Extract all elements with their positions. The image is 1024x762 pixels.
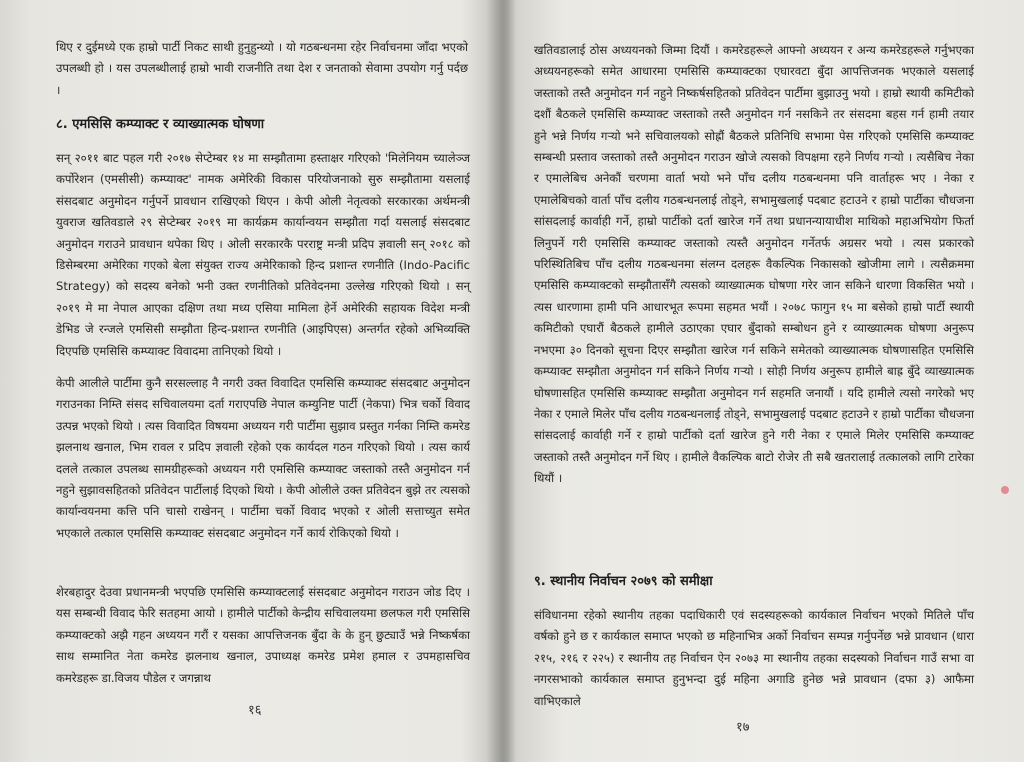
paragraph-mcc-background: सन् २०११ बाट पहल गरी २०१७ सेप्टेम्बर १४ मा सम्झौतामा हस्ताक्षर गरिएको 'मिलेनियम च्यालेञ्ज कर्पोरेशन (एमसीसी) कम्प्याक्ट' नामक अमेरिकी विकास परियोजनाको सुरु सम्झौतामा यसलाई संसदबाट अनुमोदन गर्नुपर्ने प्रावधान राखिएको थिएन । केपी ओली नेतृत्वको सरकारका अर्थमन्त्री युवराज खतिवडाले २९ सेप्टेम्बर २०१९ मा कार्यक्रम कार्यान्वयन सम्झौता गर्दा यसलाई संसदबाट अनुमोदन गराउने प्रावधान थपेका थिए । ओली सरकारकै परराष्ट्र मन्त्री प्रदिप ज्ञवाली सन् २०१८ को डिसेम्बरमा अमेरिका गएको बेला संयुक्त राज्य अमेरिकाको हिन्द प्रशान्त रणनीति (Indo-Pacific Strategy) को सदस्य बनेको भनी उक्त रणनीतिको प्रतिवेदनमा उल्लेख गरिएको थियो । सन् २०१९ मे मा नेपाल आएका दक्षिण तथा मध्य एसिया मामिला हेर्ने अमेरिकी सहायक विदेश मन्त्री डेभिड जे रन्जले एमसिसी सम्झौता हिन्द-प्रशान्त रणनीति (आइपिएस) अन्तर्गत रहेको अभिव्यक्ति दिएपछि एमसिसि कम्प्याक्ट विवादमा तानिएको थियो । [56,151,470,358]
page-number-left: १६ [248,703,262,718]
section-heading-mcc: ८. एमसिसि कम्प्याक्ट र व्याख्यात्मक घोषणा [56,117,265,132]
ink-spot [1001,486,1009,494]
section-heading-local-election: ९. स्थानीय निर्वाचन २०७९ को समीक्षा [534,574,713,589]
intro-paragraph: थिए र दुईमध्ये एक हाम्रो पार्टी निकट साथी हुनुहुन्थ्यो । यो गठबन्धनमा रहेर निर्वाचनमा जाँदा भएको उपलब्धी हो । यस उपलब्धीलाई हाम्रो भावी राजनीति तथा देश र जनताको सेवामा उपयोग गर्नु पर्दछ । [56,40,468,97]
paragraph-study-and-declaration: खतिवडालाई ठोस अध्ययनको जिम्मा दियौं । कमरेडहरूले आफ्नो अध्ययन र अन्य कमरेडहरूले गर्नुभएका अध्ययनहरूको समेत आधारमा एमसिसि कम्प्याक्टका एघारवटा बुँदा आपत्तिजनक भएकाले यसलाई जस्ताको तस्तै अनुमोदन गर्न नहुने निष्कर्षसहितको प्रतिवेदन पार्टीमा बुझाउनु भयो । हाम्रो स्थायी कमिटीको दशौं बैठकले एमसिसि कम्प्याक्ट जस्ताको तस्तै अनुमोदन गर्न नसकिने तर संसदमा बहस गर्न हामी तयार हुने भन्ने निर्णय गऱ्यो भने सचिवालयको सोह्रौं बैठकले प्रतिनिधि सभामा पेस गरिएको एमसिसि कम्प्याक्ट सम्बन्धी प्रस्ताव जस्ताको तस्तै अनुमोदन गराउन खोजे त्यसको विपक्षमा रहने निर्णय गऱ्यो । त्यसैबिच नेका र एमालेबिच अनेकौं चरणमा वार्ता भयो भने पाँच दलीय गठबन्धनमा पनि वार्ताहरू भए । नेका र एमालेबिचको वार्ता पाँच दलीय गठबन्धनलाई तोड्ने, सभामुखलाई पदबाट हटाउने र हाम्रो पार्टीका चौधजना सांसदलाई कार्वाही गर्ने, हाम्रो पार्टीको दर्ता खारेज गर्ने तथा प्रधानन्यायाधीश माथिको महाअभियोग फिर्ता लिनुपर्ने गरी एमसिसि कम्प्याक्ट जस्ताको त्यस्तै अनुमोदन गर्नेतर्फ अग्रसर भयो । त्यस प्रकारको परिस्थितिबिच पाँच दलीय गठबन्धनमा संलग्न दलहरू वैकल्पिक निकासको खोजीमा लागे । त्यसैक्रममा एमसिसि कम्प्याक्टको सम्झौतासँगै त्यसको व्याख्यात्मक घोषणा गरेर जान सकिने धारणा विकसित भयो । त्यस धारणामा हामी पनि आधारभूत रूपमा सहमत भयौं । २०७८ फागुन १५ मा बसेको हाम्रो पार्टी स्थायी कमिटीको एघारौं बैठकले हामीले उठाएका एघार बुँदाको सम्बोधन हुने र व्याख्यात्मक घोषणा अनुरूप नभएमा ३० दिनको सूचना दिएर सम्झौता खारेज गर्न सकिने समेतको व्याख्यात्मक घोषणासहित एमसिसि कम्प्याक्ट सम्झौता अनुमोदन गर्न सकिने निर्णय गऱ्यो । सोही निर्णय अनुरूप हामीले बाह्र बुँदे व्याख्यात्मक घोषणासहित एमसिसि कम्प्याक्ट सम्झौता अनुमोदन गर्न सहमति जनायौं । यदि हामीले त्यसो नगरेको भए नेका र एमाले मिलेर पाँच दलीय गठबन्धनलाई तोड्ने, सभामुखलाई पदबाट हटाउने र हाम्रो पार्टीका चौधजना सांसदलाई कार्वाही गर्ने र हाम्रो पार्टीको दर्ता खारेज हुने गरी नेका र एमाले मिलेर एमसिसि कम्प्याक्ट जस्ताको तस्तै अनुमोदन गर्ने थिए । हामीले वैकल्पिक बाटो रोजेर ती सबै खतरालाई तत्कालको लागि टारेका थियौं । [534,43,974,486]
paragraph-oli-registration: केपी आलीले पार्टीमा कुनै सरसल्लाह नै नगरी उक्त विवादित एमसिसि कम्प्याक्ट संसदबाट अनुमोदन गराउनका निम्ति संसद सचिवालयमा दर्ता गराएपछि नेपाल कम्युनिष्ट पार्टी (नेकपा) भित्र चर्को विवाद उत्पन्न भएको थियो । त्यस विवादित विषयमा अध्ययन गरी पार्टीमा सुझाव प्रस्तुत गर्नका निम्ति कमरेड झलनाथ खनाल, भिम रावल र प्रदिप ज्ञवाली रहेको एक कार्यदल गठन गरिएको थियो । त्यस कार्य दलले तत्काल उपलब्ध सामग्रीहरूको अध्ययन गरी एमसिसि कम्प्याक्ट जस्ताको तस्तै अनुमोदन गर्न नहुने सुझावसहितको प्रतिवेदन पार्टीलाई दिएको थियो । केपी ओलीले उक्त प्रतिवेदन बुझे तर त्यसको कार्यान्वयनमा कत्ति पनि चासो राखेनन् । पार्टीमा चर्को विवाद भएको र ओली सत्ताच्युत समेत भएकाले तत्काल एमसिसि कम्प्याक्ट संसदबाट अनुमोदन गर्ने कार्य रोकिएको थियो । [56,376,470,540]
paragraph-deuba-government: शेरबहादुर देउवा प्रधानमन्त्री भएपछि एमसिसि कम्प्याक्टलाई संसदबाट अनुमोदन गराउन जोड दिए । यस सम्बन्धी विवाद फेरि सतहमा आयो । हामीले पार्टीको केन्द्रीय सचिवालयमा छलफल गरी एमसिसि कम्प्याक्टको अझै गहन अध्ययन गरौं र यसका आपत्तिजनक बुँदा के के हुन् छुट्याउँ भन्ने निष्कर्षका साथ सम्मानित नेता कमरेड झलनाथ खनाल, उपाध्यक्ष कमरेड प्रमेश हमाल र उपमहासचिव कमरेडहरू डा.विजय पौडेल र जगन्नाथ [56,585,470,685]
right-page [514,0,1024,762]
left-page [0,0,500,762]
paragraph-local-election-provisions: संविधानमा रहेको स्थानीय तहका पदाधिकारी एवं सदस्यहरूको कार्यकाल निर्वाचन भएको मितिले पाँच वर्षको हुने छ र कार्यकाल समाप्त भएको छ महिनाभित्र अर्को निर्वाचन सम्पन्न गर्नुपर्नेछ भन्ने प्रावधान (धारा २१५, २१६ र २२५) र स्थानीय तह निर्वाचन ऐन २०७३ मा स्थानीय तहका सदस्यको निर्वाचन गाउँ सभा वा नगरसभाको कार्यकाल समाप्त हुनुभन्दा दुई महिना अगाडि हुनेछ भन्ने प्रावधान (दफा ३) आफैमा वाभिएकाले [534,608,974,708]
page-number-right: १७ [736,720,750,735]
